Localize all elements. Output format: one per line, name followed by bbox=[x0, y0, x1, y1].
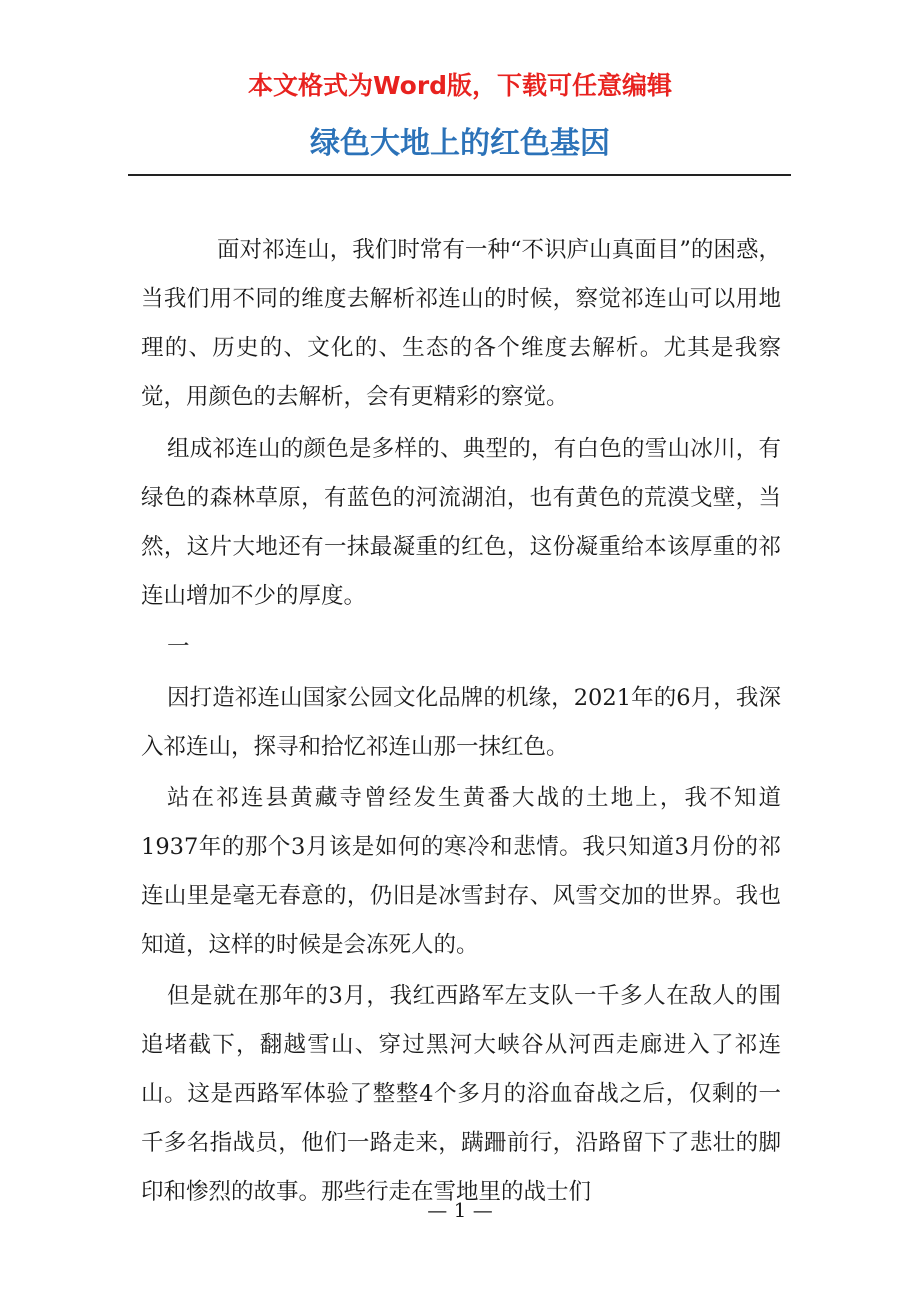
paragraph: 站在祁连县黄藏寺曾经发生黄番大战的土地上，我不知道1937年的那个3月该是如何的寒冷和悲情。我只知道3月份的祁连山里是毫无春意的，仍旧是冰雪封存、风雪交加的世界。我也知道，这样的时候是会冻死人的。 bbox=[141, 785, 781, 958]
paragraph: 但是就在那年的3月，我红西路军左支队一千多人在敌人的围追堵截下，翻越雪山、穿过黑河大峡谷从河西走廊进入了祁连山。这是西路军体验了整整4个多月的浴血奋战之后，仅剩的一千多名指战员，他们一路走来，蹒跚前行，沿路留下了悲壮的脚印和惨烈的故事。那些行走在雪地里的战士们 bbox=[141, 983, 781, 1205]
paragraph: 组成祁连山的颜色是多样的、典型的，有白色的雪山冰川，有绿色的森林草原，有蓝色的河流湖泊，也有黄色的荒漠戈壁，当然，这片大地还有一抹最凝重的红色，这份凝重给本该厚重的祁连山增加不少的厚度。 bbox=[141, 436, 781, 609]
document-title: 绿色大地上的红色基因 bbox=[310, 126, 610, 161]
title-divider bbox=[128, 174, 791, 176]
download-banner: 本文格式为Word版，下载可任意编辑 bbox=[247, 71, 673, 100]
page-number: — 1 — bbox=[427, 1198, 493, 1222]
document-body bbox=[141, 226, 781, 1219]
section-number: 一 bbox=[167, 634, 190, 660]
paragraph: 因打造祁连山国家公园文化品牌的机缘，2021年的6月，我深入祁连山，探寻和拾忆祁连山那一抹红色。 bbox=[141, 685, 781, 760]
paragraph: 面对祁连山，我们时常有一种“不识庐山真面目”的困惑，当我们用不同的维度去解析祁连山的时候，察觉祁连山可以用地理的、历史的、文化的、生态的各个维度去解析。尤其是我察觉，用颜色的去解析，会有更精彩的察觉。 bbox=[141, 237, 781, 410]
